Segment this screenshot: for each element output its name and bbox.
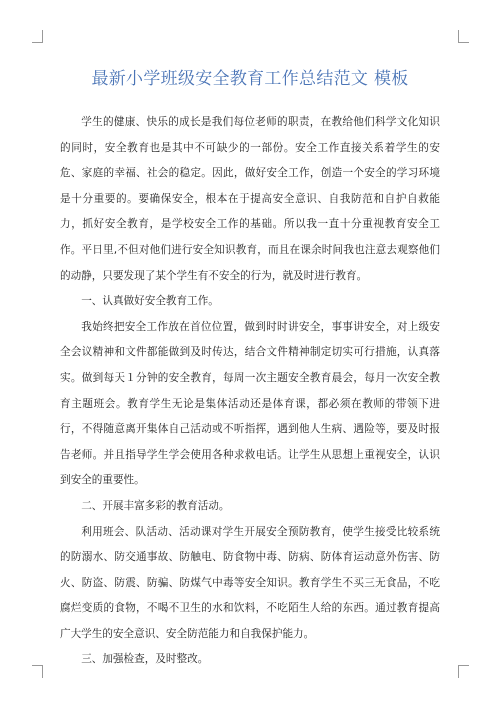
section-heading-2: 二、开展丰富多彩的教育活动。: [81, 499, 230, 512]
section-heading-3: 三、加强检查，及时整改。: [81, 653, 209, 666]
crop-mark-top-right: [458, 30, 469, 43]
document-title: 最新小学班级安全教育工作总结范文 模板: [91, 69, 409, 89]
crop-mark-bottom-right: [458, 665, 469, 678]
document-body: [60, 110, 440, 673]
paragraph-section-2: 利用班会、队活动、活动课对学生开展安全预防教育，使学生接受比较系统的防溺水、防交通事故、防触电、防食物中毒、防病、防体育运动意外伤害、防火、防盗、防震、防骗、防煤气中毒等安全知识。教育学生不买三无食品，不吃腐烂变质的食物，不喝不卫生的水和饮料，不吃陌生人给的东西。通过教育提高广大学生的安全意识、安全防范能力和自我保护能力。: [60, 525, 440, 640]
crop-mark-bottom-left: [32, 665, 43, 678]
paragraph-intro: 学生的健康、快乐的成长是我们每位老师的职责，在教给他们科学文化知识的同时，安全教育也是其中不可缺少的一部份。安全工作直接关系着学生的安危、家庭的幸福、社会的稳定。因此，做好安全工作，创造一个安全的学习环境是十分重要的。要确保安全，根本在于提高安全意识、自我防范和自护自救能力，抓好安全教育，是学校安全工作的基础。所以我一直十分重视教育安全工作。平日里,不但对他们进行安全知识教育，而且在课余时间我也注意去观察他们的动静，只要发现了某个学生有不安全的行为，就及时进行教育。: [60, 116, 440, 282]
paragraph-section-1: 我始终把安全工作放在首位位置，做到时时讲安全，事事讲安全，对上级安全会议精神和文件都能做到及时传达，结合文件精神制定切实可行措施，认真落实。做到每天１分钟的安全教育，每周一次主题安全教育晨会，每月一次安全教育主题班会。教育学生无论是集体活动还是体育课，都必须在教师的带领下进行，不得随意离开集体自己活动或不听指挥，遇到他人生病、遇险等，要及时报告老师。并且指导学生学会使用各种求救电话。让学生从思想上重视安全，认识到安全的重要性。: [60, 320, 440, 487]
crop-mark-top-left: [32, 30, 43, 43]
section-heading-1: 一、认真做好安全教育工作。: [81, 295, 219, 308]
